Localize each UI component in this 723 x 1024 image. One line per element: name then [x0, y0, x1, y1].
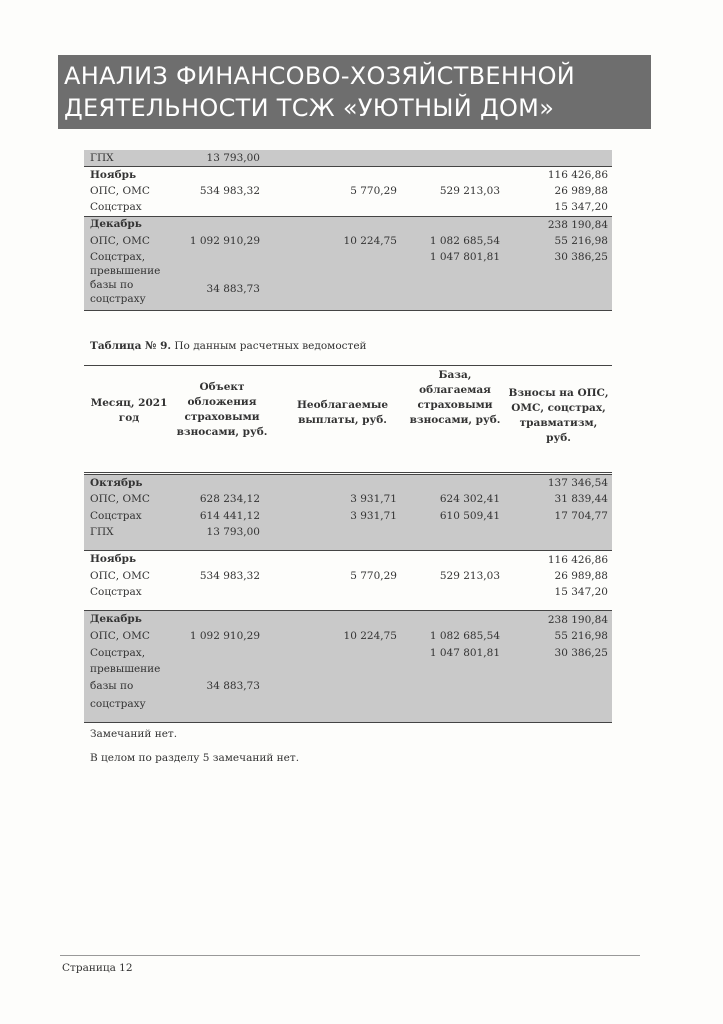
table-caption	[90, 340, 367, 352]
table-rule	[84, 550, 612, 551]
table-rule	[84, 166, 612, 167]
header-line: взносами, руб.	[176, 426, 268, 438]
row-label: Соцстрах	[90, 586, 142, 598]
nontax-value: 5 770,29	[350, 185, 397, 197]
contribution-value: 31 839,44	[554, 493, 608, 505]
header-line: страховыми	[417, 399, 493, 411]
header-bottom-rule	[84, 472, 612, 473]
row-label: ГПХ	[90, 526, 114, 538]
header-line: страховыми	[184, 411, 260, 423]
contribution-value: 137 346,54	[547, 477, 608, 489]
object-value: 13 793,00	[206, 152, 260, 164]
table-rule	[84, 610, 612, 611]
contribution-value: 55 216,98	[554, 630, 608, 642]
row-label: превышение	[90, 663, 161, 675]
nontax-value: 10 224,75	[343, 235, 397, 247]
base-value: 1 047 801,81	[429, 251, 500, 263]
header-line: травматизм,	[519, 417, 598, 429]
header-line: Взносы на ОПС,	[508, 387, 609, 399]
document-title-line-1: АНАЛИЗ ФИНАНСОВО-ХОЗЯЙСТВЕННОЙ	[64, 62, 576, 90]
header-line: год	[118, 412, 140, 424]
row-label: ГПХ	[90, 152, 114, 164]
nontax-value: 5 770,29	[350, 570, 397, 582]
page-number: Страница 12	[62, 962, 133, 974]
header-contributions	[505, 386, 612, 446]
header-month	[86, 396, 172, 426]
row-label: Соцстрах	[90, 510, 142, 522]
object-value: 1 092 910,29	[189, 630, 260, 642]
object-value: 34 883,73	[206, 283, 260, 295]
contribution-value: 15 347,20	[554, 586, 608, 598]
month-label: Октябрь	[90, 477, 143, 489]
section-summary-note: В целом по разделу 5 замечаний нет.	[90, 752, 300, 764]
base-value: 529 213,03	[439, 570, 500, 582]
contribution-value: 30 386,25	[554, 251, 608, 263]
contribution-value: 55 216,98	[554, 235, 608, 247]
header-line: Необлагаемые	[296, 399, 389, 411]
object-value: 534 983,32	[199, 570, 260, 582]
document-title-line-2: ДЕЯТЕЛЬНОСТИ ТСЖ «УЮТНЫЙ ДОМ»	[64, 94, 555, 122]
base-value: 610 509,41	[439, 510, 500, 522]
row-label: ОПС, ОМС	[90, 630, 150, 642]
contribution-value: 15 347,20	[554, 201, 608, 213]
header-line: ОМС, соцстрах,	[511, 402, 606, 414]
row-label: базы по	[90, 279, 134, 291]
header-line: обложения	[187, 396, 257, 408]
header-line: облагаемая	[419, 384, 491, 396]
contribution-value: 30 386,25	[554, 647, 608, 659]
base-value: 1 082 685,54	[429, 235, 500, 247]
row-label: превышение	[90, 265, 161, 277]
header-line: База,	[438, 369, 472, 381]
object-value: 1 092 910,29	[189, 235, 260, 247]
month-label: Ноябрь	[90, 553, 137, 565]
header-line: выплаты, руб.	[298, 414, 387, 426]
month-label: Ноябрь	[90, 169, 137, 181]
table-bottom-rule	[84, 310, 612, 311]
row-label: соцстраху	[90, 698, 146, 710]
row-label: Соцстрах,	[90, 647, 146, 659]
header-line: взносами, руб.	[409, 414, 501, 426]
contribution-value: 26 989,88	[554, 570, 608, 582]
no-remarks-note: Замечаний нет.	[90, 728, 178, 740]
document-title	[64, 60, 654, 124]
row-label: Соцстрах,	[90, 251, 146, 263]
base-value: 1 047 801,81	[429, 647, 500, 659]
base-value: 1 082 685,54	[429, 630, 500, 642]
header-line: руб.	[546, 432, 571, 444]
row-label: соцстраху	[90, 293, 146, 305]
table-rule	[84, 474, 612, 475]
header-nontax	[280, 398, 405, 428]
table-top-rule	[84, 365, 612, 366]
contribution-value: 116 426,86	[547, 554, 608, 566]
contribution-value: 116 426,86	[547, 169, 608, 181]
object-value: 534 983,32	[199, 185, 260, 197]
nontax-value: 3 931,71	[350, 493, 397, 505]
object-value: 34 883,73	[206, 680, 260, 692]
row-label: базы по	[90, 680, 134, 692]
header-line: Объект	[199, 381, 245, 393]
contribution-value: 238 190,84	[547, 614, 608, 626]
object-value: 628 234,12	[199, 493, 260, 505]
row-label: ОПС, ОМС	[90, 570, 150, 582]
table-bottom-rule	[84, 722, 612, 723]
month-label: Декабрь	[90, 218, 142, 230]
base-value: 529 213,03	[439, 185, 500, 197]
table-caption-number: Таблица № 9.	[90, 340, 172, 352]
contribution-value: 238 190,84	[547, 219, 608, 231]
month-label: Декабрь	[90, 613, 142, 625]
contribution-value: 26 989,88	[554, 185, 608, 197]
contribution-value: 17 704,77	[554, 510, 608, 522]
row-label: Соцстрах	[90, 201, 142, 213]
nontax-value: 10 224,75	[343, 630, 397, 642]
table-rule	[84, 216, 612, 217]
object-value: 13 793,00	[206, 526, 260, 538]
header-base	[405, 368, 505, 428]
nontax-value: 3 931,71	[350, 510, 397, 522]
footer-divider	[60, 955, 640, 956]
row-label: ОПС, ОМС	[90, 493, 150, 505]
base-value: 624 302,41	[439, 493, 500, 505]
header-line: Месяц, 2021	[90, 397, 168, 409]
row-label: ОПС, ОМС	[90, 235, 150, 247]
header-object	[172, 380, 272, 440]
object-value: 614 441,12	[199, 510, 260, 522]
table-caption-text: По данным расчетных ведомостей	[171, 340, 367, 352]
row-label: ОПС, ОМС	[90, 185, 150, 197]
